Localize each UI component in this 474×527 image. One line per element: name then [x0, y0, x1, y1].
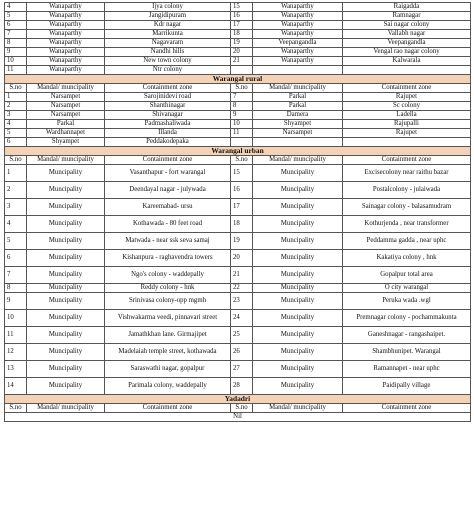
mandal-cell: Muncipality: [27, 344, 105, 361]
zone-cell: Kakatiya colony , hnk: [343, 250, 471, 267]
mandal-cell: Shyampet: [253, 120, 343, 129]
sno-cell: 27: [231, 361, 253, 378]
column-header: Mandal/ muncipality: [253, 84, 343, 93]
mandal-cell: Muncipality: [253, 361, 343, 378]
mandal-cell: Wanaparthy: [253, 57, 343, 66]
zone-cell: Rajupalli: [343, 120, 471, 129]
sno-cell: 5: [5, 233, 27, 250]
column-header: S.no: [231, 404, 253, 413]
mandal-cell: Wanaparthy: [27, 48, 105, 57]
sno-cell: 6: [5, 250, 27, 267]
column-header: S.no: [231, 156, 253, 165]
section-warangal-urban: [5, 147, 471, 156]
column-header: S.no: [5, 84, 27, 93]
table-row: [5, 120, 471, 129]
table-row: [5, 284, 471, 293]
mandal-cell: Muncipality: [27, 216, 105, 233]
mandal-cell: Muncipality: [27, 293, 105, 310]
mandal-cell: Parkal: [27, 120, 105, 129]
mandal-cell: Muncipality: [27, 233, 105, 250]
mandal-cell: Muncipality: [27, 284, 105, 293]
table-row: [5, 21, 471, 30]
zone-cell: Shivanagar: [105, 111, 231, 120]
sno-cell: 1: [5, 93, 27, 102]
mandal-cell: Wanaparthy: [27, 39, 105, 48]
sno-cell: 10: [5, 310, 27, 327]
sno-cell: 13: [5, 361, 27, 378]
sno-cell: 25: [231, 327, 253, 344]
zone-cell: Kothurjenda , near transformer: [343, 216, 471, 233]
zone-cell: [343, 138, 471, 147]
table-row: [5, 182, 471, 199]
section-title: Warangal urban: [5, 147, 471, 156]
mandal-cell: Muncipality: [27, 199, 105, 216]
table-row: [5, 138, 471, 147]
zone-cell: Postalcolony - julaiwada: [343, 182, 471, 199]
sno-cell: 17: [231, 21, 253, 30]
mandal-cell: Muncipality: [253, 327, 343, 344]
zone-cell: Sai nagar colony: [343, 21, 471, 30]
zone-cell: Jangidipuram: [105, 12, 231, 21]
table-row: [5, 129, 471, 138]
table-row: [5, 216, 471, 233]
sno-cell: 3: [5, 111, 27, 120]
zone-cell: Kothawada - 80 feet road: [105, 216, 231, 233]
zone-cell: Nandhi hills: [105, 48, 231, 57]
zone-cell: Peddamma gadda , near uphc: [343, 233, 471, 250]
sno-cell: 6: [5, 138, 27, 147]
zone-cell: Madelaiah temple street, kothawada: [105, 344, 231, 361]
mandal-cell: Wanaparthy: [27, 57, 105, 66]
mandal-cell: Parkal: [253, 102, 343, 111]
section-warangal-rural: [5, 75, 471, 84]
sno-cell: 10: [231, 120, 253, 129]
sno-cell: 11: [5, 327, 27, 344]
column-header: Mandal/ muncipality: [27, 404, 105, 413]
sno-cell: 18: [231, 30, 253, 39]
zone-cell: Illanda: [105, 129, 231, 138]
sno-cell: 22: [231, 284, 253, 293]
sno-cell: 8: [5, 39, 27, 48]
zone-cell: Padmashaliwada: [105, 120, 231, 129]
sno-cell: 9: [231, 111, 253, 120]
table-row: [5, 102, 471, 111]
section-title: Warangal rural: [5, 75, 471, 84]
sno-cell: 16: [231, 12, 253, 21]
table-row: [5, 361, 471, 378]
sno-cell: 20: [231, 48, 253, 57]
column-header: S.no: [231, 84, 253, 93]
table-row: [5, 12, 471, 21]
zone-cell: Vishwakarma veedi, pinnavari street: [105, 310, 231, 327]
table-row: [5, 267, 471, 284]
sno-cell: 3: [5, 199, 27, 216]
zone-cell: Ngo's colony - waddepally: [105, 267, 231, 284]
zone-cell: Paidipally village: [343, 378, 471, 395]
zone-cell: Parimala colony, waddepally: [105, 378, 231, 395]
zone-cell: Kareemabad- ursu: [105, 199, 231, 216]
table-row: [5, 165, 471, 182]
zone-cell: Sc colony: [343, 102, 471, 111]
mandal-cell: Muncipality: [27, 165, 105, 182]
table-row: [5, 66, 471, 75]
zone-cell: Gopalpur total area: [343, 267, 471, 284]
table-row: [5, 48, 471, 57]
zone-cell: Kdr nagar: [105, 21, 231, 30]
sno-cell: 7: [5, 267, 27, 284]
zone-cell: Vasanthapur - fort warangal: [105, 165, 231, 182]
zone-cell: Ladella: [343, 111, 471, 120]
header-row: [5, 156, 471, 165]
table-row: [5, 3, 471, 12]
sno-cell: 4: [5, 120, 27, 129]
table-row: [5, 39, 471, 48]
zone-cell: Raigadda: [343, 3, 471, 12]
sno-cell: 7: [5, 30, 27, 39]
table-row: [5, 293, 471, 310]
sno-cell: 8: [231, 102, 253, 111]
sno-cell: 11: [5, 66, 27, 75]
sno-cell: 16: [231, 182, 253, 199]
mandal-cell: [253, 66, 343, 75]
mandal-cell: Muncipality: [27, 361, 105, 378]
zone-cell: Kishanpura - raghavendra towers: [105, 250, 231, 267]
sno-cell: 10: [5, 57, 27, 66]
mandal-cell: Muncipality: [253, 250, 343, 267]
zone-cell: Matwada - near ssk seva samaj: [105, 233, 231, 250]
mandal-cell: Parkal: [253, 93, 343, 102]
zone-cell: [343, 66, 471, 75]
zone-cell: Ntr colony: [105, 66, 231, 75]
table-row: [5, 93, 471, 102]
mandal-cell: Muncipality: [253, 310, 343, 327]
mandal-cell: Narsampet: [27, 93, 105, 102]
column-header: Containment zone: [105, 84, 231, 93]
sno-cell: 9: [5, 293, 27, 310]
zone-cell: New town colony: [105, 57, 231, 66]
section-title: Yadadri: [5, 395, 471, 404]
table-row: [5, 233, 471, 250]
column-header: Mandal/ muncipality: [253, 156, 343, 165]
mandal-cell: Veepangandla: [253, 39, 343, 48]
zone-cell: Deendayal nagar - julywada: [105, 182, 231, 199]
mandal-cell: Muncipality: [27, 267, 105, 284]
mandal-cell: Muncipality: [253, 284, 343, 293]
mandal-cell: Narsampet: [27, 111, 105, 120]
table-row: [5, 310, 471, 327]
header-row: [5, 404, 471, 413]
zone-cell: Rajupet: [343, 93, 471, 102]
zone-cell: Excisecolony near raithu bazar: [343, 165, 471, 182]
mandal-cell: Muncipality: [253, 267, 343, 284]
mandal-cell: Wanaparthy: [27, 12, 105, 21]
mandal-cell: Wanaparthy: [27, 21, 105, 30]
sno-cell: 6: [5, 21, 27, 30]
sno-cell: 14: [5, 378, 27, 395]
nil-row: [5, 413, 471, 422]
zone-cell: Ramannapet - near uphc: [343, 361, 471, 378]
column-header: Containment zone: [343, 156, 471, 165]
sno-cell: 20: [231, 250, 253, 267]
sno-cell: 1: [5, 165, 27, 182]
zone-cell: Vengal rao nagar colony: [343, 48, 471, 57]
mandal-cell: Wanaparthy: [253, 12, 343, 21]
mandal-cell: Wanaparthy: [27, 3, 105, 12]
sno-cell: 4: [5, 3, 27, 12]
mandal-cell: Muncipality: [253, 293, 343, 310]
zone-cell: Saraswathi nagar, gopalpur: [105, 361, 231, 378]
mandal-cell: Wanaparthy: [253, 21, 343, 30]
sno-cell: 5: [5, 129, 27, 138]
sno-cell: 23: [231, 293, 253, 310]
table-row: [5, 250, 471, 267]
sno-cell: 8: [5, 284, 27, 293]
zone-cell: O city warangal: [343, 284, 471, 293]
zone-cell: Jamathkhan lane. Girmajipet: [105, 327, 231, 344]
mandal-cell: Muncipality: [253, 182, 343, 199]
zone-cell: Ramnagar: [343, 12, 471, 21]
sno-cell: 9: [5, 48, 27, 57]
column-header: Containment zone: [343, 404, 471, 413]
table-row: [5, 30, 471, 39]
mandal-cell: [253, 138, 343, 147]
column-header: Containment zone: [105, 156, 231, 165]
column-header: Mandal/ muncipality: [253, 404, 343, 413]
mandal-cell: Wardhannapet: [27, 129, 105, 138]
sno-cell: 7: [231, 93, 253, 102]
sno-cell: 15: [231, 165, 253, 182]
sno-cell: 2: [5, 102, 27, 111]
section-yadadri: [5, 395, 471, 404]
sno-cell: [231, 66, 253, 75]
sno-cell: 18: [231, 216, 253, 233]
zone-cell: Peruka wada .wgl: [343, 293, 471, 310]
mandal-cell: Muncipality: [27, 250, 105, 267]
column-header: Mandal/ muncipality: [27, 84, 105, 93]
nil-cell: Nil: [5, 413, 471, 422]
zone-cell: Peddakodepaka: [105, 138, 231, 147]
zone-cell: Srinivasa colony-opp mgmh: [105, 293, 231, 310]
column-header: Containment zone: [105, 404, 231, 413]
zone-cell: Sarojinidevi road: [105, 93, 231, 102]
sno-cell: 28: [231, 378, 253, 395]
mandal-cell: Narsampet: [27, 102, 105, 111]
mandal-cell: Muncipality: [253, 344, 343, 361]
mandal-cell: Muncipality: [253, 199, 343, 216]
sno-cell: [231, 138, 253, 147]
zone-cell: Nagavaram: [105, 39, 231, 48]
column-header: S.no: [5, 156, 27, 165]
mandal-cell: Muncipality: [27, 182, 105, 199]
zone-cell: Shambhunipet. Warangal: [343, 344, 471, 361]
sno-cell: 21: [231, 57, 253, 66]
mandal-cell: Muncipality: [27, 310, 105, 327]
zone-cell: Reddy colony - hnk: [105, 284, 231, 293]
table-body: [5, 3, 471, 422]
sno-cell: 15: [231, 3, 253, 12]
table-row: [5, 57, 471, 66]
table-row: [5, 378, 471, 395]
zone-cell: Vallabh nagar: [343, 30, 471, 39]
table-row: [5, 344, 471, 361]
sno-cell: 5: [5, 12, 27, 21]
zone-cell: Marrikunta: [105, 30, 231, 39]
header-row: [5, 84, 471, 93]
sno-cell: 12: [5, 344, 27, 361]
mandal-cell: Wanaparthy: [253, 3, 343, 12]
mandal-cell: Muncipality: [253, 216, 343, 233]
table-row: [5, 327, 471, 344]
mandal-cell: Muncipality: [27, 327, 105, 344]
sno-cell: 17: [231, 199, 253, 216]
sno-cell: 19: [231, 233, 253, 250]
zone-cell: Kalwarala: [343, 57, 471, 66]
mandal-cell: Shyampet: [27, 138, 105, 147]
containment-zones-table: [4, 2, 471, 422]
mandal-cell: Wanaparthy: [27, 30, 105, 39]
table-row: [5, 199, 471, 216]
sno-cell: 4: [5, 216, 27, 233]
mandal-cell: Narsampet: [253, 129, 343, 138]
sno-cell: 24: [231, 310, 253, 327]
mandal-cell: Wanaparthy: [27, 66, 105, 75]
sno-cell: 19: [231, 39, 253, 48]
document-page: [4, 2, 470, 422]
column-header: Containment zone: [343, 84, 471, 93]
mandal-cell: Muncipality: [253, 378, 343, 395]
sno-cell: 2: [5, 182, 27, 199]
mandal-cell: Muncipality: [27, 378, 105, 395]
mandal-cell: Wanaparthy: [253, 30, 343, 39]
zone-cell: Ganeshnagar - rangashaipet.: [343, 327, 471, 344]
mandal-cell: Damera: [253, 111, 343, 120]
sno-cell: 11: [231, 129, 253, 138]
zone-cell: Veepangandla: [343, 39, 471, 48]
sno-cell: 21: [231, 267, 253, 284]
zone-cell: Ijya colony: [105, 3, 231, 12]
zone-cell: Premnagar colony - pochammakunta: [343, 310, 471, 327]
column-header: S.no: [5, 404, 27, 413]
sno-cell: 26: [231, 344, 253, 361]
mandal-cell: Muncipality: [253, 165, 343, 182]
mandal-cell: Wanaparthy: [253, 48, 343, 57]
column-header: Mandal/ muncipality: [27, 156, 105, 165]
zone-cell: Sainagar colony - balasamudram: [343, 199, 471, 216]
zone-cell: Shanthinagar: [105, 102, 231, 111]
mandal-cell: Muncipality: [253, 233, 343, 250]
zone-cell: Rajupet: [343, 129, 471, 138]
table-row: [5, 111, 471, 120]
